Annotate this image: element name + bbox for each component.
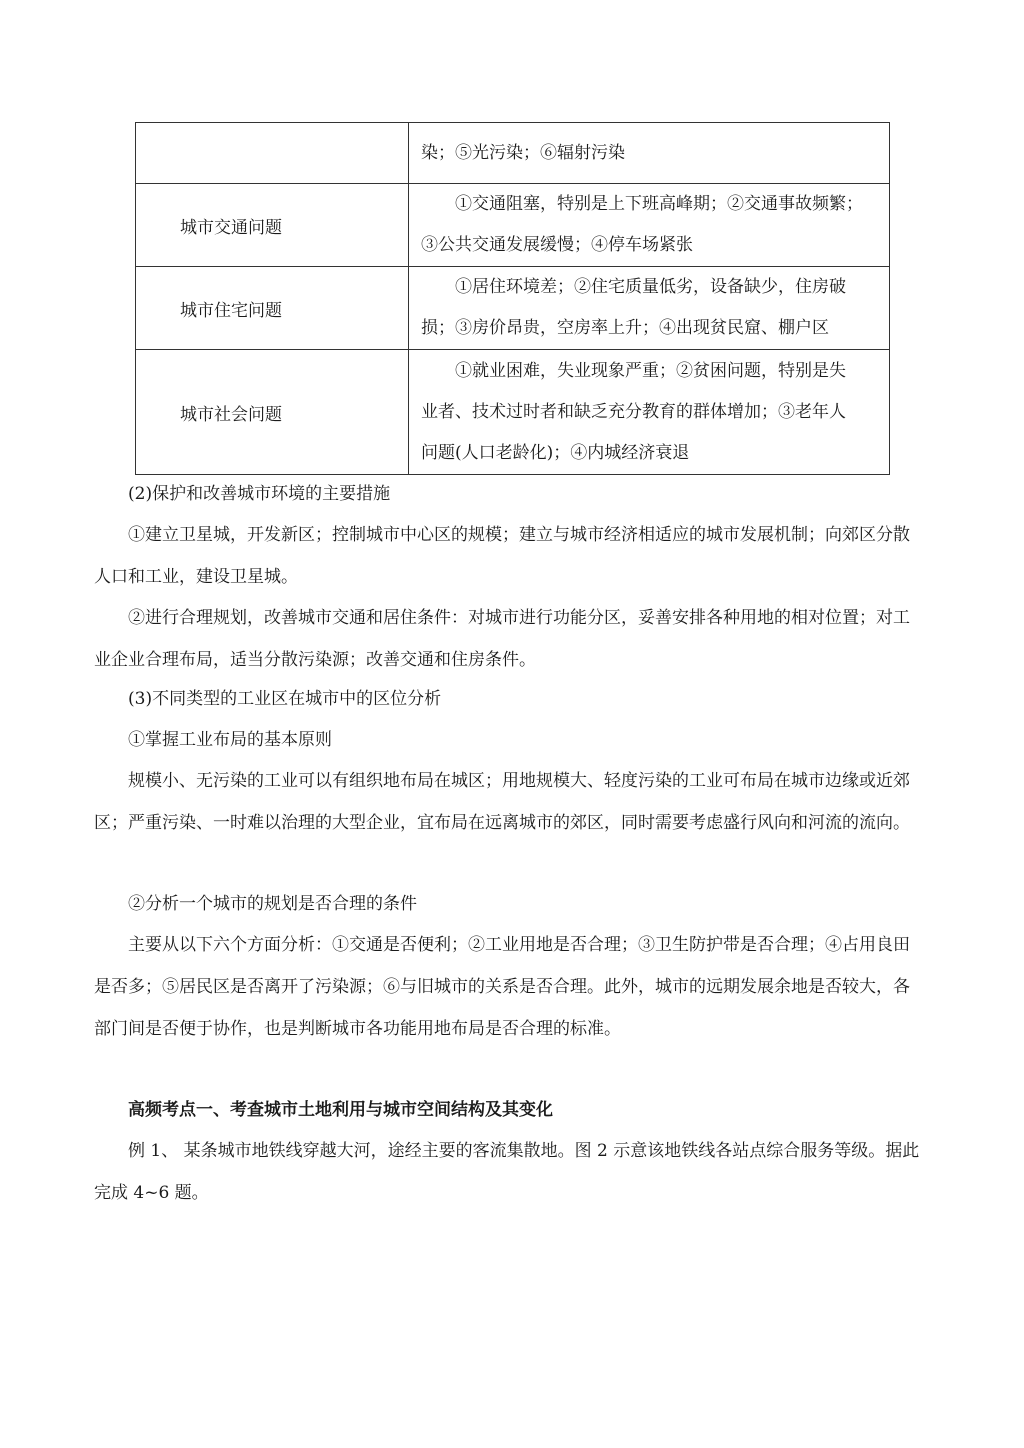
table-row	[136, 123, 890, 184]
row-description	[409, 184, 890, 267]
desc-line: ③公共交通发展缓慢；④停车场紧张	[421, 235, 693, 255]
urban-problems-table	[135, 122, 890, 475]
section-2-title: (2)保护和改善城市环境的主要措施	[128, 484, 391, 504]
table-row	[136, 184, 890, 267]
row-label: 城市交通问题	[136, 184, 409, 267]
desc-line: ①交通阻塞，特别是上下班高峰期；②交通事故频繁；	[455, 194, 863, 214]
section-2-paragraph-1: ①建立卫星城，开发新区；控制城市中心区的规模；建立与城市经济相适应的城市发展机制；向郊区分散人口和工业，建设卫星城。	[94, 525, 910, 587]
section-2-paragraph-2: ②进行合理规划，改善城市交通和居住条件：对城市进行功能分区，妥善安排各种用地的相对位置；对工业企业合理布局，适当分散污染源；改善交通和住房条件。	[94, 608, 910, 670]
table-row	[136, 350, 890, 475]
row-description	[409, 350, 890, 475]
desc-line: 问题(人口老龄化)；④内城经济衰退	[421, 442, 690, 463]
row-description	[409, 267, 890, 350]
section-3-subheading-1: ①掌握工业布局的基本原则	[128, 730, 332, 750]
row-label: 城市社会问题	[136, 350, 409, 475]
desc-line: ①居住环境差；②住宅质量低劣，设备缺少，住房破	[455, 277, 846, 297]
section-3-title: (3)不同类型的工业区在城市中的区位分析	[128, 689, 442, 709]
row-label: 城市住宅问题	[136, 267, 409, 350]
section-3-subheading-2: ②分析一个城市的规划是否合理的条件	[128, 894, 417, 914]
example-1-text: 例 1、 某条城市地铁线穿越大河，途经主要的客流集散地。图 2 示意该地铁线各站点综合服务等级。据此完成 4~6 题。	[94, 1141, 920, 1203]
row-label	[136, 123, 409, 184]
desc-line: 染；⑤光污染；⑥辐射污染	[421, 142, 625, 163]
desc-line: 损；③房价昂贵，空房率上升；④出现贫民窟、棚户区	[421, 318, 829, 338]
desc-line: 业者、技术过时者和缺乏充分教育的群体增加；③老年人	[421, 401, 846, 422]
table-row	[136, 267, 890, 350]
high-frequency-point-heading: 高频考点一、考查城市土地利用与城市空间结构及其变化	[128, 1100, 553, 1120]
row-description	[409, 123, 890, 184]
section-3-paragraph-1: 规模小、无污染的工业可以有组织地布局在城区；用地规模大、轻度污染的工业可布局在城市边缘或近郊区；严重污染、一时难以治理的大型企业，宜布局在远离城市的郊区，同时需要考虑盛行风向和河流的流向。	[94, 771, 910, 833]
section-3-paragraph-2: 主要从以下六个方面分析：①交通是否便利；②工业用地是否合理；③卫生防护带是否合理；④占用良田是否多；⑤居民区是否离开了污染源；⑥与旧城市的关系是否合理。此外，城市的远期发展余地是否较大，各部门间是否便于协作，也是判断城市各功能用地布局是否合理的标准。	[94, 935, 910, 1039]
desc-line: ①就业困难，失业现象严重；②贫困问题，特别是失	[455, 360, 846, 381]
